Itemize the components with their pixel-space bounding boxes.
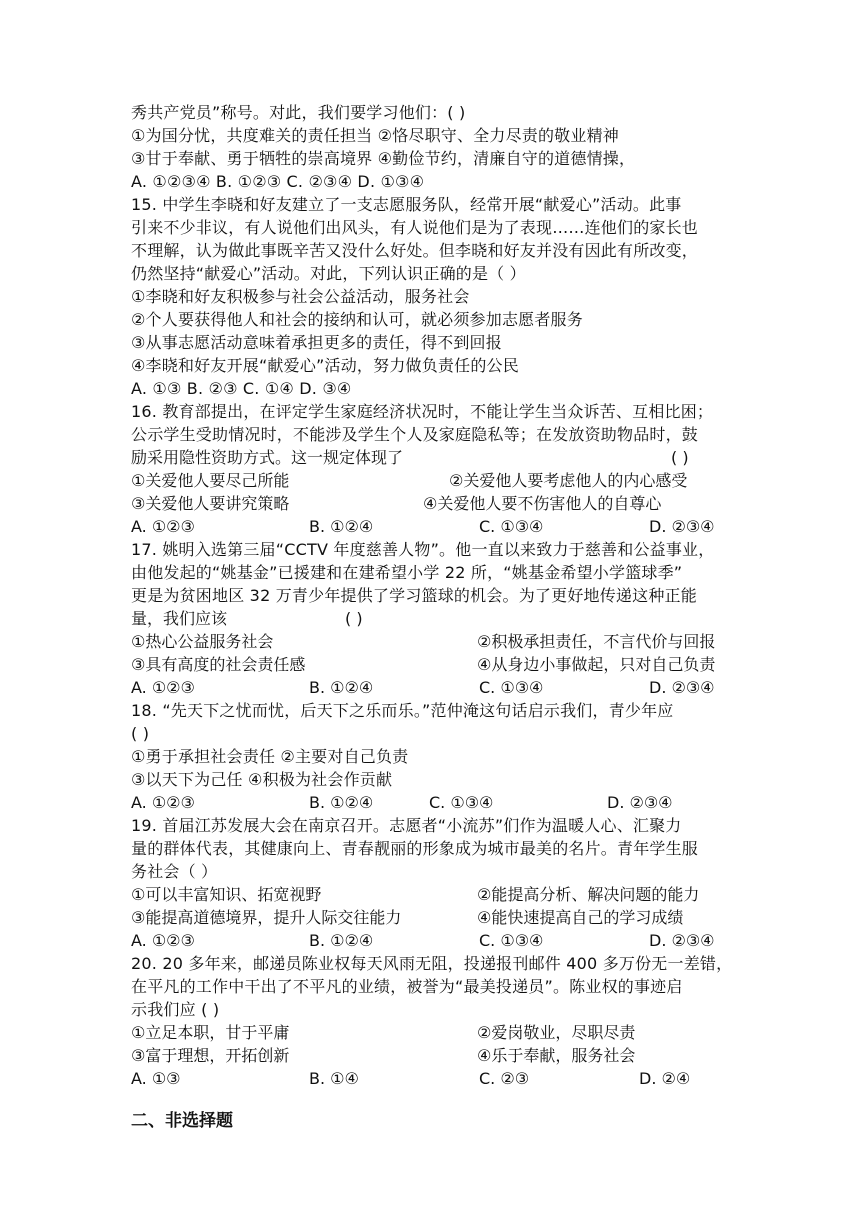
option-line: ④李晓和好友开展“献爱心”活动，努力做负责任的公民 [131, 356, 519, 375]
choice-d: D. ②③④ [649, 931, 715, 950]
choice-a: A. ①②③ [131, 793, 195, 812]
choice-a: A. ①②③ [131, 931, 195, 950]
text-line: 不理解，认为做此事既辛苦又没什么好处。但李晓和好友并没有因此有所改变， [131, 241, 699, 260]
section-heading: 二、非选择题 [131, 1111, 233, 1131]
option-line: ②个人要获得他人和社会的接纳和认可，就必须参加志愿者服务 [131, 310, 583, 329]
text-segment: 量，我们应该 [131, 609, 228, 628]
choice-b: B. ①②④ [309, 931, 374, 950]
answer-options: A. ①②③④ B. ①②③ C. ②③④ D. ①③④ [131, 172, 425, 191]
option-3: ③具有高度的社会责任感 [131, 655, 306, 674]
option-4: ④关爱他人要不伤害他人的自尊心 [423, 494, 662, 513]
option-3: ③富于理想，开拓创新 [131, 1046, 290, 1065]
option-1: ①立足本职，甘于平庸 [131, 1023, 290, 1042]
question-16: 16. 教育部提出，在评定学生家庭经济状况时，不能让学生当众诉苦、互相比困； [131, 402, 714, 421]
choice-a: A. ①②③ [131, 678, 195, 697]
choice-d: D. ②③④ [607, 793, 673, 812]
choice-b: B. ①②④ [309, 517, 374, 536]
choice-c: C. ①③④ [429, 793, 494, 812]
choice-c: C. ①③④ [479, 931, 544, 950]
option-2: ②关爱他人要考虑他人的内心感受 [449, 471, 688, 490]
question-17: 17. 姚明入选第三届“CCTV 年度慈善人物”。他一直以来致力于慈善和公益事业， [131, 540, 715, 559]
choice-c: C. ①③④ [479, 678, 544, 697]
question-20: 20. 20 多年来，邮递员陈业权每天风雨无阻，投递报刊邮件 400 多万份无一差错， [131, 954, 733, 973]
option-4: ④从身边小事做起，只对自己负责 [477, 655, 716, 674]
option-1: ①热心公益服务社会 [131, 632, 274, 651]
option-2: ②积极承担责任，不言代价与回报 [477, 632, 716, 651]
choice-b: B. ①②④ [309, 678, 374, 697]
choice-d: D. ②④ [639, 1069, 691, 1088]
text-line: 示我们应 ( ) [131, 1000, 220, 1019]
option-line: ①勇于承担社会责任 ②主要对自己负责 [131, 747, 409, 766]
choice-b: B. ①②④ [309, 793, 374, 812]
answer-blank: ( ) [131, 724, 150, 743]
option-2: ②爱岗敬业，尽职尽责 [477, 1023, 636, 1042]
option-4: ④乐于奉献，服务社会 [477, 1046, 636, 1065]
option-1: ①关爱他人要尽己所能 [131, 471, 290, 490]
question-19: 19. 首届江苏发展大会在南京召开。志愿者“小流苏”们作为温暖人心、汇聚力 [131, 816, 682, 835]
option-2: ②能提高分析、解决问题的能力 [477, 885, 700, 904]
text-line: 公示学生受助情况时，不能涉及学生个人及家庭隐私等；在发放资助物品时，鼓 [131, 425, 699, 444]
option-line: ③从事志愿活动意味着承担更多的责任，得不到回报 [131, 333, 502, 352]
choice-a: A. ①③ [131, 1069, 181, 1088]
option-3: ③关爱他人要讲究策略 [131, 494, 290, 513]
text-line: ①为国分忧，共度难关的责任担当 ②恪尽职守、全力尽责的敬业精神 [131, 126, 619, 145]
answer-blank: ( ) [671, 448, 689, 467]
option-line: ①李晓和好友积极参与社会公益活动，服务社会 [131, 287, 470, 306]
answer-blank: ( ) [345, 609, 363, 628]
text-line: 在平凡的工作中干出了不平凡的业绩，被誉为“最美投递员”。陈业权的事迹启 [131, 977, 683, 996]
option-1: ①可以丰富知识、拓宽视野 [131, 885, 322, 904]
text-segment: 励采用隐性资助方式。这一规定体现了 [131, 448, 404, 467]
text-line: 更是为贫困地区 32 万青少年提供了学习篮球的机会。为了更好地传递这种正能 [131, 586, 697, 605]
option-3: ③能提高道德境界，提升人际交往能力 [131, 908, 402, 927]
choice-b: B. ①④ [309, 1069, 359, 1088]
choice-c: C. ②③ [479, 1069, 530, 1088]
text-line: 务社会（ ） [131, 862, 218, 881]
choice-d: D. ②③④ [649, 678, 715, 697]
option-line: ③以天下为己任 ④积极为社会作贡献 [131, 770, 393, 789]
choice-c: C. ①③④ [479, 517, 544, 536]
text-line: ③甘于奉献、勇于牺牲的崇高境界 ④勤俭节约，清廉自守的道德情操， [131, 149, 636, 168]
question-15: 15. 中学生李晓和好友建立了一支志愿服务队，经常开展“献爱心”活动。此事 [131, 195, 682, 214]
text-line: 由他发起的“姚基金”已援建和在建希望小学 22 所，“姚基金希望小学篮球季” [131, 563, 683, 582]
choice-d: D. ②③④ [649, 517, 715, 536]
option-4: ④能快速提高自己的学习成绩 [477, 908, 684, 927]
text-line: 量的群体代表，其健康向上、青春靓丽的形象成为城市最美的名片。青年学生服 [131, 839, 699, 858]
text-line: 秀共产党员”称号。对此，我们要学习他们：( ) [131, 103, 466, 122]
question-18: 18. “先天下之忧而忧，后天下之乐而乐。”范仲淹这句话启示我们，青少年应 [131, 701, 674, 720]
text-line: 仍然坚持“献爱心”活动。对此，下列认识正确的是（ ） [131, 264, 526, 283]
text-line: 引来不少非议，有人说他们出风头，有人说他们是为了表现……连他们的家长也 [131, 218, 699, 237]
answer-options: A. ①③ B. ②③ C. ①④ D. ③④ [131, 379, 352, 398]
choice-a: A. ①②③ [131, 517, 195, 536]
